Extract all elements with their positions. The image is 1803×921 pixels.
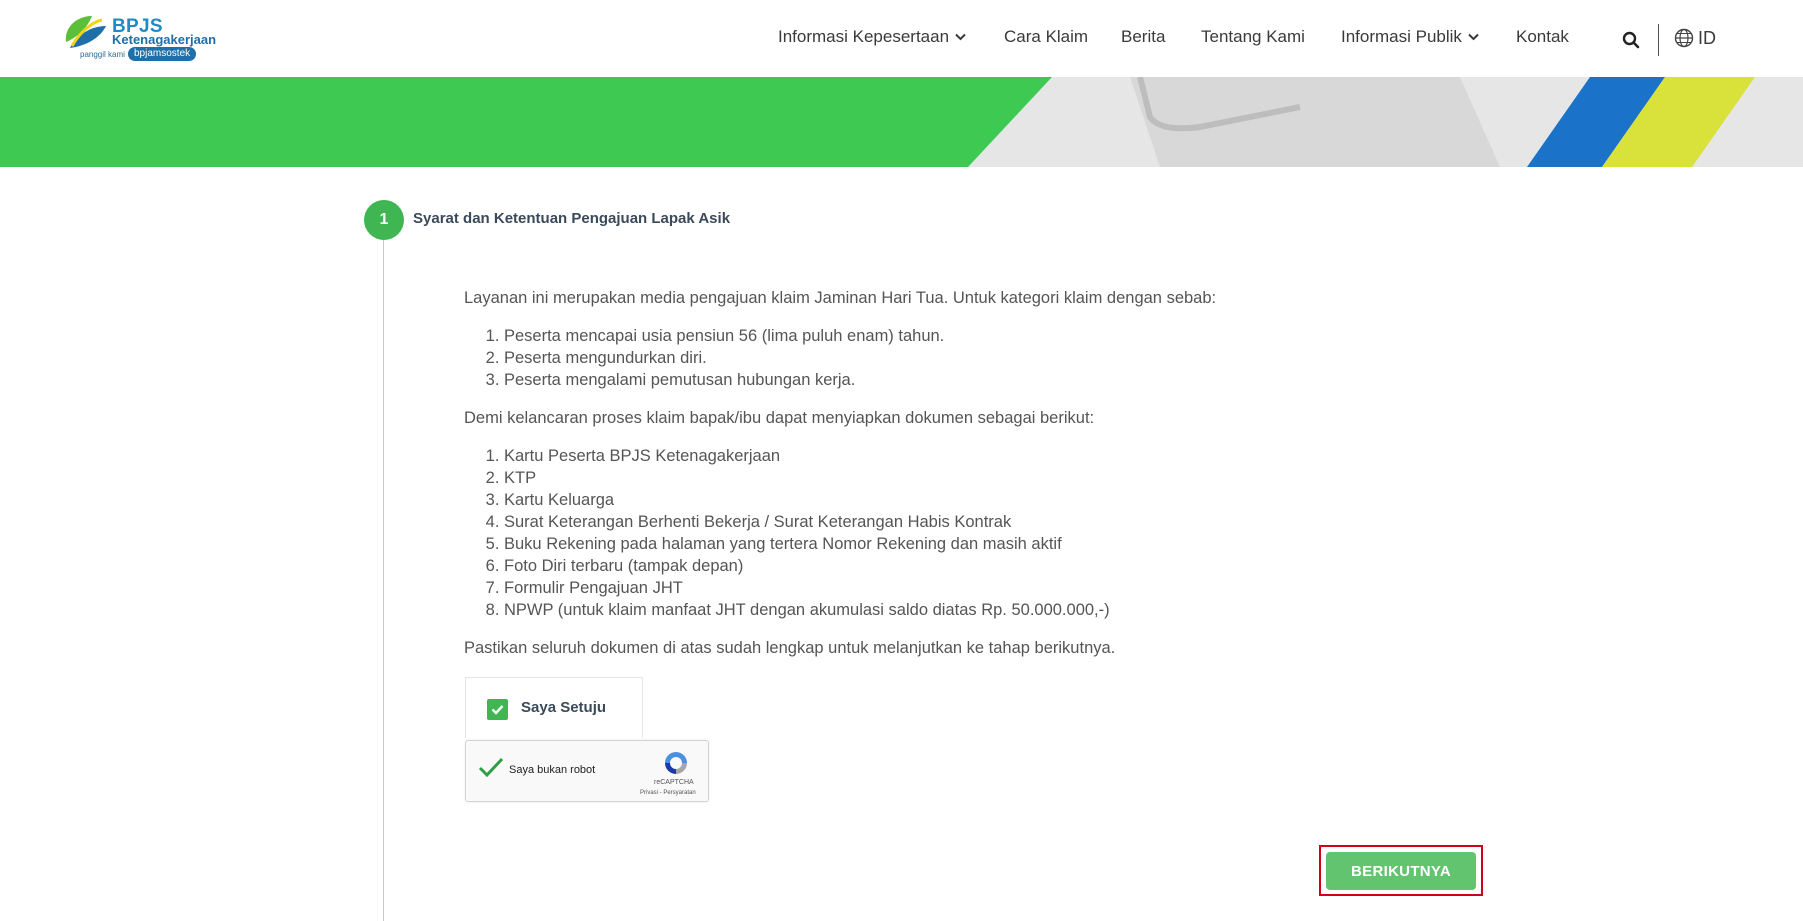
recaptcha-checkmark-icon[interactable] [478, 757, 504, 779]
nav-item-berita[interactable] [1121, 27, 1165, 47]
list-item: 5. Buku Rekening pada halaman yang tertera Nomor Rekening dan masih aktif [504, 533, 1324, 555]
bpjs-leaf-logo-icon [62, 12, 110, 52]
language-selector[interactable]: ID [1698, 28, 1716, 48]
checkmark-icon [487, 699, 508, 720]
nav-item-kontak[interactable] [1516, 27, 1569, 47]
list-item: 3. Kartu Keluarga [504, 489, 1324, 511]
logo-subtitle: Ketenagakerjaan [112, 32, 217, 47]
nav-item-label: Tentang Kami [1201, 27, 1305, 46]
recaptcha-links[interactable]: Privasi - Persyaratan [640, 790, 696, 796]
hero-banner [0, 77, 1803, 167]
next-button[interactable]: BERIKUTNYA [1326, 852, 1476, 890]
list-item: 7. Formulir Pengajuan JHT [504, 577, 1324, 599]
header-divider [1658, 24, 1659, 56]
list-item: 6. Foto Diri terbaru (tampak depan) [504, 555, 1324, 577]
list-item: 2. Peserta mengundurkan diri. [504, 347, 1324, 369]
terms-closing: Pastikan seluruh dokumen di atas sudah lengkap untuk melanjutkan ke tahap berikutnya. [464, 639, 1116, 657]
chevron-down-icon [1468, 33, 1479, 41]
nav-item-informasi-publik[interactable] [1341, 27, 1479, 47]
step-number-badge: 1 [364, 200, 404, 240]
step-connector-line [383, 236, 384, 921]
banner-graphic [0, 77, 1803, 167]
logo-brand: BPJS [112, 16, 163, 37]
terms-content [464, 287, 1324, 675]
nav-item-informasi-kepesertaan[interactable] [778, 27, 966, 47]
globe-icon[interactable] [1674, 28, 1694, 48]
step-title: Syarat dan Ketentuan Pengajuan Lapak Asik [413, 210, 731, 227]
agreement-checkbox-container[interactable] [465, 677, 643, 738]
recaptcha-label: Saya bukan robot [509, 764, 596, 776]
next-button-highlight [1319, 845, 1483, 896]
list-item: 1. Peserta mencapai usia pensiun 56 (lima puluh enam) tahun. [504, 325, 1324, 347]
logo-nickname: bpjamsostek [128, 47, 196, 61]
agreement-checkbox[interactable] [487, 699, 508, 720]
chevron-down-icon [955, 33, 966, 41]
recaptcha-widget[interactable] [465, 740, 709, 802]
bpjs-logo[interactable] [62, 12, 222, 68]
list-item: 3. Peserta mengalami pemutusan hubungan kerja. [504, 369, 1324, 391]
list-item: 1. Kartu Peserta BPJS Ketenagakerjaan [504, 445, 1324, 467]
nav-item-label: Kontak [1516, 27, 1569, 46]
required-documents-list [464, 445, 1324, 621]
nav-item-label: Berita [1121, 27, 1166, 46]
site-header [0, 0, 1803, 77]
agreement-label[interactable]: Saya Setuju [521, 699, 607, 716]
nav-item-label: Cara Klaim [1004, 27, 1089, 46]
documents-intro: Demi kelancaran proses klaim bapak/ibu dapat menyiapkan dokumen sebagai berikut: [464, 409, 1095, 427]
nav-item-label: Informasi Publik [1341, 27, 1462, 46]
list-item: 4. Surat Keterangan Berhenti Bekerja / Surat Keterangan Habis Kontrak [504, 511, 1324, 533]
logo-tagline: panggil kami [80, 50, 125, 59]
nav-item-tentang-kami[interactable] [1201, 27, 1305, 47]
list-item: 2. KTP [504, 467, 1324, 489]
claim-reasons-list [464, 325, 1324, 391]
nav-item-label: Informasi Kepesertaan [778, 27, 950, 46]
recaptcha-logo-icon [662, 749, 690, 777]
nav-item-cara-klaim[interactable] [1004, 27, 1088, 47]
terms-intro: Layanan ini merupakan media pengajuan klaim Jaminan Hari Tua. Untuk kategori klaim dengan sebab: [464, 289, 1217, 307]
list-item: 8. NPWP (untuk klaim manfaat JHT dengan akumulasi saldo diatas Rp. 50.000.000,-) [504, 599, 1324, 621]
search-icon[interactable] [1622, 31, 1640, 49]
recaptcha-brand: reCAPTCHA [654, 779, 694, 786]
